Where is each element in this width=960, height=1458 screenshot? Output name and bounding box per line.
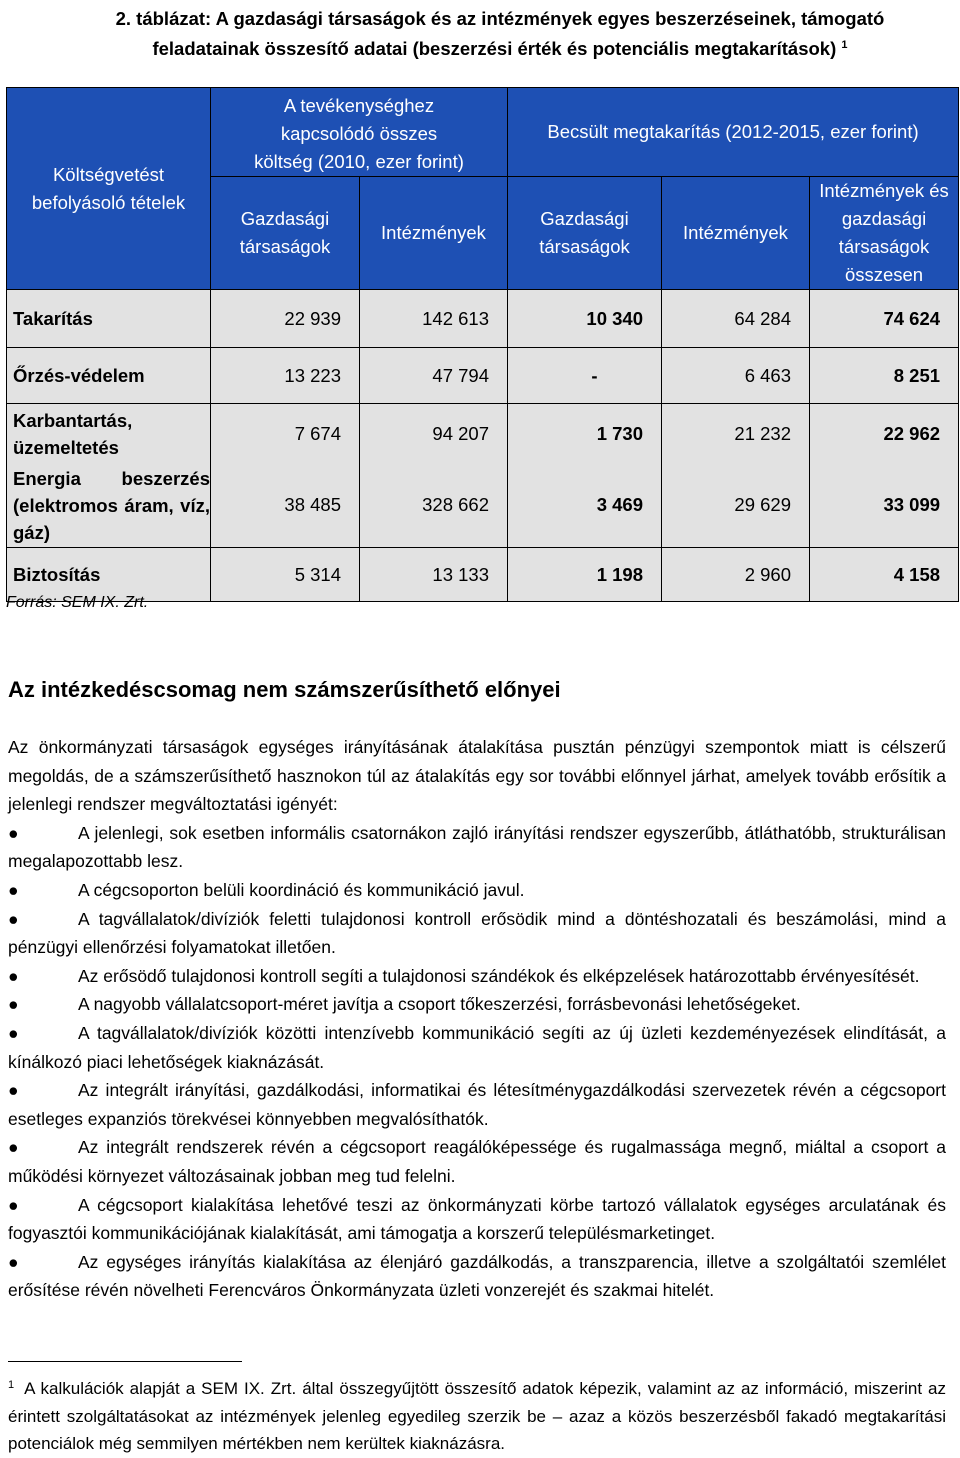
table-row — [7, 464, 959, 548]
subheader-institutions-cost: Intézmények — [360, 177, 508, 290]
table-row — [7, 290, 959, 348]
header-budget-items: Költségvetést befolyásoló tételek — [7, 88, 211, 290]
cell-value: 33 099 — [810, 464, 959, 548]
table-row — [7, 348, 959, 404]
list-item-text: Az erősödő tulajdonosi kontroll segíti a tulajdonosi szándékok és elképzelések határozottabb érvényesítését. — [78, 965, 920, 986]
cell-value: 29 629 — [662, 464, 810, 548]
bullet-icon: ● — [8, 1137, 19, 1158]
cell-value: 6 463 — [662, 348, 810, 404]
header-estimated-savings: Becsült megtakarítás (2012-2015, ezer forint) — [508, 88, 959, 177]
bullet-icon: ● — [8, 1251, 19, 1272]
list-item — [8, 1019, 946, 1076]
intro-paragraph: Az önkormányzati társaságok egységes irányításának átalakítása pusztán pénzügyi szempontok miatt is célszerű megoldás, de a számszerűsíthető hasznokon túl az átalakítás egy sor további előnnyel járhat, amelyek tovább erősítik a jelenlegi rendszer megváltoztatási igényét: — [8, 737, 946, 815]
table-row — [7, 404, 959, 464]
source-note: Forrás: SEM IX. Zrt. — [6, 594, 149, 611]
cell-value: 7 674 — [211, 404, 360, 464]
bullet-icon: ● — [8, 1080, 19, 1101]
list-item — [8, 905, 946, 962]
cell-value: 38 485 — [211, 464, 360, 548]
list-item-text: A tagvállalatok/divíziók közötti intenzívebb kommunikáció segíti az új üzleti kezdeményezések elindítását, a kínálkozó piaci lehetőségek kiaknázását. — [8, 1022, 946, 1072]
cell-value: 8 251 — [810, 348, 959, 404]
bullet-icon: ● — [8, 965, 19, 986]
cell-value: 5 314 — [211, 548, 360, 602]
section-title: Az intézkedéscsomag nem számszerűsíthető előnyei — [8, 677, 561, 702]
bullet-icon: ● — [8, 1194, 19, 1215]
cell-value: 13 133 — [360, 548, 508, 602]
list-item-text: A cégcsoport kialakítása lehetővé teszi az önkormányzati körbe tartozó vállalatok egységes arculatának és fogyasztói kommunikációjának kialakítását, ami támogatja a korszerű településmarketinget. — [8, 1194, 946, 1244]
footnote-marker: 1 — [8, 1379, 15, 1391]
footnote — [8, 1372, 946, 1458]
table-row — [7, 548, 959, 602]
cell-value: 1 730 — [508, 404, 662, 464]
subheader-companies-cost: Gazdasági társaságok — [211, 177, 360, 290]
footnote-divider — [8, 1361, 242, 1362]
row-label: Energia beszerzés (elektromos áram, víz, gáz) — [7, 464, 211, 548]
header-total-cost — [211, 88, 508, 177]
cell-value: 13 223 — [211, 348, 360, 404]
row-label: Őrzés-védelem — [7, 348, 211, 404]
cell-value: 10 340 — [508, 290, 662, 348]
bullet-icon: ● — [8, 994, 19, 1015]
row-label: Takarítás — [7, 290, 211, 348]
list-item-text: Az egységes irányítás kialakítása az élenjáró gazdálkodás, a transzparencia, illetve a szolgáltatói szemlélet erősítése révén növelheti Ferencváros Önkormányzata üzleti vonzerejét és szakmai hitelét. — [8, 1251, 946, 1301]
list-item-text: Az integrált irányítási, gazdálkodási, informatikai és létesítménygazdálkodási szervezetek révén a cégcsoport esetleges expanziós törekvései könnyebben megvalósíthatók. — [8, 1080, 946, 1129]
cell-value: 21 232 — [662, 404, 810, 464]
cell-value: 64 284 — [662, 290, 810, 348]
list-item-text: A nagyobb vállalatcsoport-méret javítja a csoport tőkeszerzési, forrásbevonási lehetőségeket. — [78, 994, 801, 1015]
bullet-icon: ● — [8, 908, 19, 929]
list-item-text: A cégcsoporton belüli koordináció és kommunikáció javul. — [78, 879, 525, 900]
benefits-text — [8, 733, 946, 1305]
list-item — [8, 962, 946, 991]
list-item — [8, 819, 946, 876]
footnote-ref: 1 — [841, 39, 848, 51]
subheader-institutions-savings: Intézmények — [662, 177, 810, 290]
list-item — [8, 1248, 946, 1305]
savings-table — [6, 87, 959, 602]
list-item — [8, 876, 946, 905]
cell-value: 22 962 — [810, 404, 959, 464]
cell-value: 4 158 — [810, 548, 959, 602]
cell-value: 3 469 — [508, 464, 662, 548]
subheader-companies-savings: Gazdasági társaságok — [508, 177, 662, 290]
bullet-icon: ● — [8, 1022, 19, 1043]
list-item-text: A tagvállalatok/divíziók feletti tulajdonosi kontroll erősödik mind a döntéshozatali és beszámolási, mind a pénzügyi ellenőrzési folyamatokat illetően. — [8, 908, 946, 958]
cell-value: 328 662 — [360, 464, 508, 548]
list-item — [8, 990, 946, 1019]
cell-value: - — [508, 348, 662, 404]
table-title — [60, 6, 940, 62]
header-total-cost-label: A tevékenységhez kapcsolódó összes költség (2010, ezer forint) — [254, 95, 464, 172]
table-title-text: 2. táblázat: A gazdasági társaságok és az intézmények egyes beszerzéseinek, támogató feladatainak összesítő adatai (beszerzési érték és potenciális megtakarítások) — [115, 8, 885, 59]
cell-value: 47 794 — [360, 348, 508, 404]
cell-value: 74 624 — [810, 290, 959, 348]
cell-value: 142 613 — [360, 290, 508, 348]
cell-value: 94 207 — [360, 404, 508, 464]
bullet-icon: ● — [8, 822, 19, 843]
list-item-text: Az integrált rendszerek révén a cégcsoport reagálóképessége és rugalmassága megnő, miáltal a csoport a működési környezet változásainak jobban meg tud felelni. — [8, 1137, 946, 1186]
list-item — [8, 1191, 946, 1248]
cell-value: 22 939 — [211, 290, 360, 348]
bullet-icon: ● — [8, 879, 19, 900]
footnote-text: A kalkulációk alapját a SEM IX. Zrt. által összegyűjtött összesítő adatok képezik, valamint az az információ, miszerint az érintett szolgáltatásokat az intézmények jelenleg egyedileg szerzik be – azaz a közös beszerzésből fakadó megtakarítási potenciálok még semmilyen mértékben nem kerültek kiaknázásra. — [8, 1379, 946, 1453]
cell-value: 1 198 — [508, 548, 662, 602]
list-item — [8, 1076, 946, 1133]
cell-value: 2 960 — [662, 548, 810, 602]
row-label: Karbantartás, üzemeltetés — [7, 404, 211, 464]
list-item — [8, 1133, 946, 1190]
subheader-total-savings: Intézmények és gazdasági társaságok összesen — [810, 177, 959, 290]
row-label: Biztosítás — [7, 548, 211, 602]
list-item-text: A jelenlegi, sok esetben informális csatornákon zajló irányítási rendszer egyszerűbb, átláthatóbb, strukturálisan megalapozottabb lesz. — [8, 822, 946, 872]
